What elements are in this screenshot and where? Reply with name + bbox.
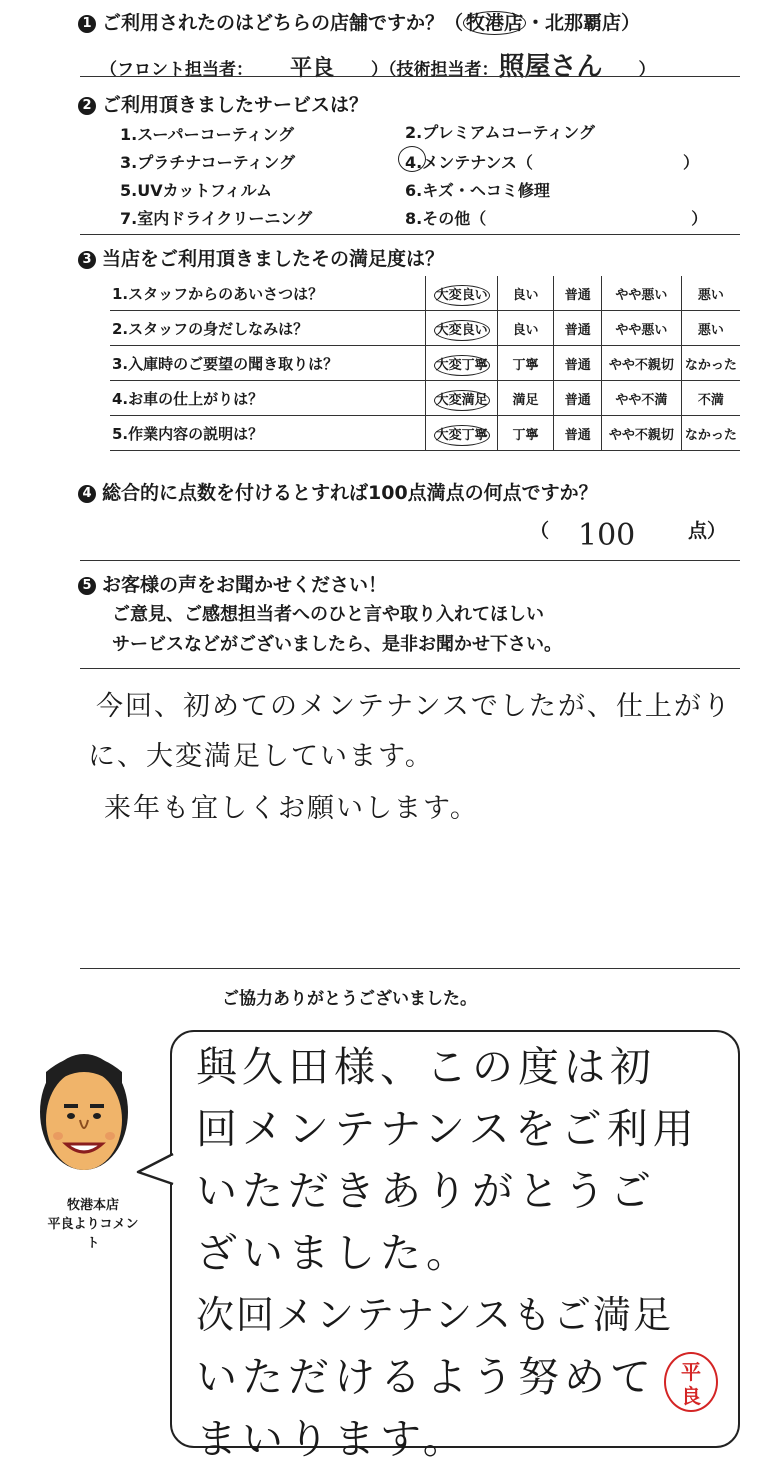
choice-label: 大変丁寧 <box>434 355 490 376</box>
staff-avatar <box>28 1032 140 1182</box>
staff-caption <box>44 1194 142 1251</box>
front-staff-label: （フロント担当者： <box>100 60 253 80</box>
choice-label: やや不満 <box>615 392 668 408</box>
service-option-selected <box>405 150 699 173</box>
satisfaction-choice <box>602 276 681 311</box>
q2-question-text: ご利用頂きましたサービスは？ <box>102 94 369 116</box>
service-option: 5.UVカットフィルム <box>120 181 273 200</box>
satisfaction-choice <box>602 311 681 346</box>
reply-line: 次回メンテナンスもご満足 <box>196 1293 673 1337</box>
choice-label: 普通 <box>564 322 591 338</box>
choice-label: 丁寧 <box>512 357 539 373</box>
paren-close: ） <box>691 209 708 228</box>
reply-line: まいります。 <box>196 1415 469 1463</box>
selection-circle <box>398 146 426 172</box>
satisfaction-row <box>110 276 740 311</box>
satisfaction-choice <box>681 276 740 311</box>
service-option: 3.プラチナコーティング <box>120 153 295 172</box>
q2-question <box>78 90 368 117</box>
q1-number: 1 <box>78 15 96 33</box>
store-option-kitanaha: 北那覇店 <box>545 12 622 34</box>
choice-label: 普通 <box>564 357 591 373</box>
customer-comment-line: 今回、初めてのメンテナンスでしたが、仕上がり <box>96 691 732 722</box>
satisfaction-question: 5.作業内容の説明は？ <box>110 416 426 451</box>
divider <box>80 234 740 235</box>
service-option-maintenance: 4.メンテナンス（ <box>405 153 533 172</box>
satisfaction-choice <box>497 276 553 311</box>
tech-staff-name: 照屋さん <box>498 52 603 82</box>
choice-label: 悪い <box>697 322 724 338</box>
tech-staff-close: ） <box>638 60 656 80</box>
choice-label: なかった <box>684 427 737 443</box>
choice-label: 大変良い <box>434 320 490 341</box>
score-unit: 点） <box>688 520 727 542</box>
satisfaction-table <box>110 276 740 451</box>
q1-question-text: ご利用されたのはどちらの店舗ですか？（ <box>102 12 464 34</box>
service-option: 7.室内ドライクリーニング <box>120 209 313 228</box>
divider <box>80 76 740 77</box>
q1-staff-line <box>100 46 656 83</box>
service-option: 6.キズ・ヘコミ修理 <box>405 181 550 200</box>
service-option: 2.プレミアムコーティング <box>405 123 595 142</box>
choice-label: やや悪い <box>615 322 668 338</box>
satisfaction-question: 2.スタッフの身だしなみは？ <box>110 311 426 346</box>
choice-label: 普通 <box>564 287 591 303</box>
satisfaction-choice-selected <box>426 311 497 346</box>
service-option: 1.スーパーコーティング <box>120 125 295 144</box>
q1-question <box>78 8 640 35</box>
choice-label: 不満 <box>697 392 724 408</box>
choice-label: やや不親切 <box>608 357 674 373</box>
satisfaction-choice <box>554 381 602 416</box>
divider <box>80 560 740 561</box>
staff-caption-comment: 平良よりコメント <box>47 1217 139 1251</box>
choice-label: やや不親切 <box>608 427 674 443</box>
choice-label: 大変丁寧 <box>434 425 490 446</box>
satisfaction-choice <box>497 346 553 381</box>
choice-label: 丁寧 <box>512 427 539 443</box>
score-open: （ <box>530 520 550 542</box>
q2-number: 2 <box>78 97 96 115</box>
choice-label: 大変満足 <box>434 390 490 411</box>
service-option-other-label: 8.その他（ <box>405 209 487 228</box>
q4-number: 4 <box>78 485 96 503</box>
satisfaction-row <box>110 346 740 381</box>
reply-line: いただけるよう努めて <box>196 1353 656 1401</box>
divider <box>80 968 740 969</box>
choice-label: 良い <box>512 322 539 338</box>
satisfaction-choice <box>681 381 740 416</box>
satisfaction-choice <box>554 416 602 451</box>
satisfaction-choice-selected <box>426 276 497 311</box>
reply-text <box>196 1036 699 1470</box>
tech-staff-label: ）（技術担当者： <box>371 60 499 80</box>
store-separator: ・ <box>526 12 546 34</box>
choice-label: 悪い <box>697 287 724 303</box>
q5-question <box>78 570 387 597</box>
satisfaction-choice <box>602 346 681 381</box>
choice-label: やや悪い <box>615 287 668 303</box>
store-option-makiminato: 牧港店 <box>463 11 526 35</box>
satisfaction-question: 1.スタッフからのあいさつは？ <box>110 276 426 311</box>
score-value: 100 <box>578 518 636 553</box>
satisfaction-choice <box>497 381 553 416</box>
reply-line: ざいました。 <box>196 1229 472 1277</box>
customer-comment-line: 来年も宜しくお願いします。 <box>104 793 479 824</box>
satisfaction-choice <box>602 381 681 416</box>
divider <box>80 668 740 669</box>
q5-prompt-line1: ご意見、ご感想担当者へのひと言や取り入れてほしい <box>112 604 544 625</box>
q3-question <box>78 244 444 271</box>
q3-number: 3 <box>78 251 96 269</box>
satisfaction-question: 3.入庫時のご要望の聞き取りは？ <box>110 346 426 381</box>
bubble-tail <box>136 1150 176 1190</box>
satisfaction-row <box>110 416 740 451</box>
q1-close: ） <box>621 12 641 34</box>
q4-question-text: 総合的に点数を付けるとすれば100点満点の何点ですか？ <box>102 482 598 504</box>
reply-line: 與久田様、この度は初 <box>196 1043 656 1091</box>
choice-label: 満足 <box>512 392 539 408</box>
choice-label: 普通 <box>564 392 591 408</box>
satisfaction-row <box>110 381 740 416</box>
satisfaction-row <box>110 311 740 346</box>
satisfaction-choice <box>554 276 602 311</box>
hanko-stamp <box>664 1352 718 1412</box>
service-option-other <box>405 206 707 229</box>
q5-number: 5 <box>78 577 96 595</box>
customer-comment-line: に、大変満足しています。 <box>88 741 434 772</box>
paren-close: ） <box>682 153 699 172</box>
satisfaction-choice <box>554 346 602 381</box>
satisfaction-choice-selected <box>426 416 497 451</box>
choice-label: 普通 <box>564 427 591 443</box>
front-staff-name: 平良 <box>289 55 334 81</box>
satisfaction-question: 4.お車の仕上がりは？ <box>110 381 426 416</box>
satisfaction-choice-selected <box>426 381 497 416</box>
satisfaction-choice <box>681 346 740 381</box>
q3-question-text: 当店をご利用頂きましたその満足度は？ <box>102 248 445 270</box>
reply-line: 回メンテナンスをご利用 <box>196 1105 699 1153</box>
thanks-message: ご協力ありがとうございました。 <box>222 989 477 1009</box>
staff-caption-store: 牧港本店 <box>66 1198 119 1213</box>
choice-label: 大変良い <box>434 285 490 306</box>
stamp-char: 平 <box>681 1360 701 1384</box>
reply-line: いただきありがとうご <box>196 1167 656 1215</box>
stamp-char: 良 <box>681 1384 701 1408</box>
choice-label: 良い <box>512 287 539 303</box>
satisfaction-choice <box>497 416 553 451</box>
q5-prompt-line2: サービスなどがございましたら、是非お聞かせ下さい。 <box>112 634 562 655</box>
q4-question <box>78 478 598 505</box>
satisfaction-choice <box>681 311 740 346</box>
satisfaction-choice <box>554 311 602 346</box>
choice-label: なかった <box>684 357 737 373</box>
satisfaction-choice-selected <box>426 346 497 381</box>
satisfaction-choice <box>602 416 681 451</box>
satisfaction-choice <box>497 311 553 346</box>
q5-question-text: お客様の声をお聞かせください！ <box>102 574 388 596</box>
satisfaction-choice <box>681 416 740 451</box>
